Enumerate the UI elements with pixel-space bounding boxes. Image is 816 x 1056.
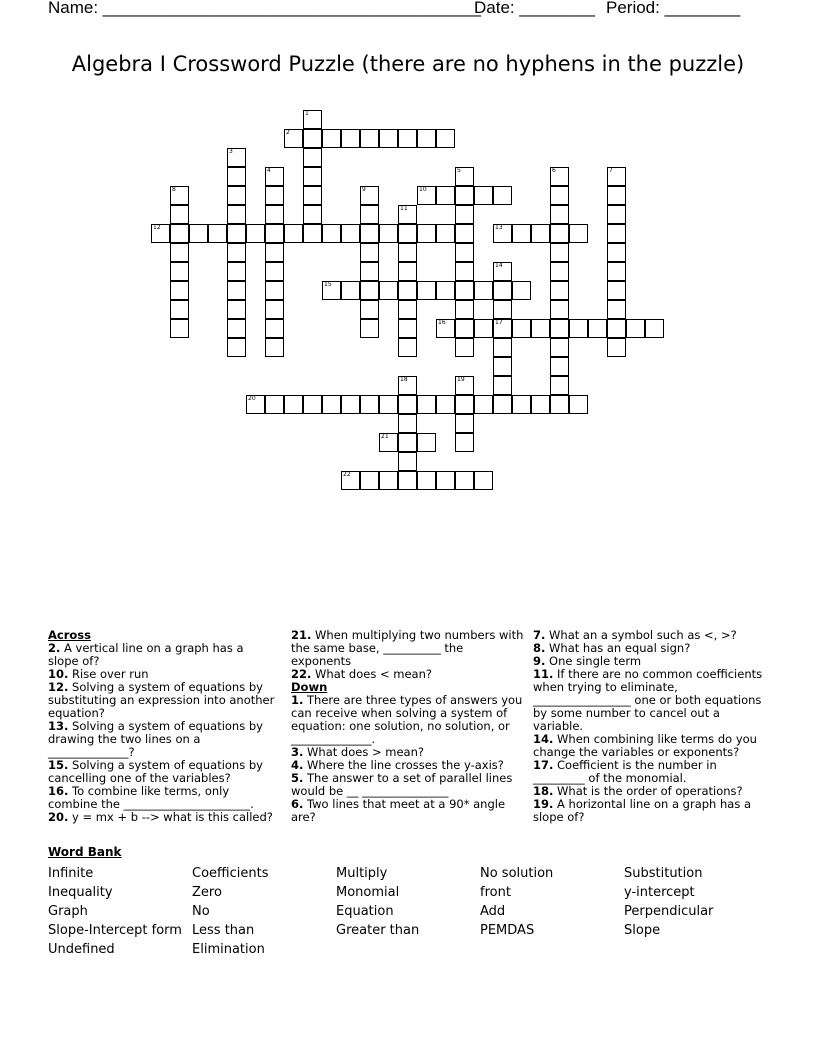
word-bank-entry: Equation [336, 904, 394, 919]
crossword-cell[interactable] [455, 281, 474, 300]
crossword-cell[interactable] [550, 357, 569, 376]
crossword-cell[interactable] [607, 205, 626, 224]
clue-number-label: 20. [48, 810, 69, 824]
clue-item [48, 681, 276, 720]
clue-text: Solving a system of equations by drawing the two lines on a ______________? [48, 719, 263, 759]
crossword-cell[interactable] [379, 471, 398, 490]
word-bank-column [336, 864, 419, 940]
crossword-cell[interactable] [360, 224, 379, 243]
crossword-cell[interactable] [265, 262, 284, 281]
crossword-cell[interactable] [227, 186, 246, 205]
clue-number: 5 [457, 167, 461, 174]
crossword-cell[interactable] [360, 319, 379, 338]
clue-text: When combining like terms do you change the variables or exponents? [533, 732, 757, 759]
crossword-cell[interactable] [455, 167, 474, 186]
crossword-cell[interactable] [455, 471, 474, 490]
clue-number-label: 7. [533, 628, 546, 642]
clue-number: 21 [381, 433, 389, 440]
down-heading: Down [291, 680, 328, 694]
crossword-cell[interactable] [360, 395, 379, 414]
clue-text: The answer to a set of parallel lines would be __ _______________ [291, 771, 513, 798]
crossword-cell[interactable] [360, 243, 379, 262]
crossword-cell[interactable] [398, 376, 417, 395]
crossword-cell[interactable] [398, 395, 417, 414]
crossword-cell[interactable] [550, 338, 569, 357]
clue-number-label: 12. [48, 680, 69, 694]
crossword-cell[interactable] [360, 471, 379, 490]
crossword-cell[interactable] [379, 224, 398, 243]
crossword-cell[interactable] [607, 319, 626, 338]
clue-number-label: 8. [533, 641, 546, 655]
crossword-cell[interactable] [341, 471, 360, 490]
crossword-cell[interactable] [455, 395, 474, 414]
clue-number: 10 [419, 186, 427, 193]
word-bank-entry: Elimination [192, 942, 265, 957]
crossword-cell[interactable] [227, 262, 246, 281]
word-bank-entry: front [480, 885, 511, 900]
clue-text: What does > mean? [303, 745, 424, 759]
crossword-cell[interactable] [303, 395, 322, 414]
crossword-cell[interactable] [341, 129, 360, 148]
crossword-cell[interactable] [493, 376, 512, 395]
crossword-cell[interactable] [493, 224, 512, 243]
crossword-cell[interactable] [398, 452, 417, 471]
crossword-cell[interactable] [265, 300, 284, 319]
name-field-label: Name: ________________________________________ [48, 0, 481, 17]
clue-number: 22 [343, 471, 351, 478]
crossword-cell[interactable] [550, 224, 569, 243]
clue-text: When multiplying two numbers with the same base, __________ the exponents [291, 628, 524, 668]
crossword-cell[interactable] [493, 319, 512, 338]
clue-number-label: 21. [291, 628, 312, 642]
crossword-cell[interactable] [550, 186, 569, 205]
crossword-cell[interactable] [170, 281, 189, 300]
word-bank-entry: Multiply [336, 866, 388, 881]
crossword-cell[interactable] [398, 243, 417, 262]
crossword-cell[interactable] [455, 262, 474, 281]
crossword-cell[interactable] [265, 167, 284, 186]
crossword-cell[interactable] [455, 338, 474, 357]
crossword-cell[interactable] [436, 186, 455, 205]
crossword-cell[interactable] [227, 243, 246, 262]
word-bank-entry: Substitution [624, 866, 703, 881]
clue-number-label: 22. [291, 667, 312, 681]
crossword-cell[interactable] [246, 395, 265, 414]
clue-number: 7 [609, 167, 613, 174]
clue-text: Solving a system of equations by substituting an expression into another equation? [48, 680, 275, 720]
clue-item [48, 785, 276, 811]
word-bank-entry: Coefficients [192, 866, 269, 881]
crossword-cell[interactable] [151, 224, 170, 243]
crossword-cell[interactable] [531, 224, 550, 243]
crossword-cell[interactable] [379, 129, 398, 148]
clue-text: One single term [545, 654, 642, 668]
crossword-cell[interactable] [227, 338, 246, 357]
crossword-cell[interactable] [265, 224, 284, 243]
crossword-cell[interactable] [455, 300, 474, 319]
clue-text: What an a symbol such as <, >? [545, 628, 737, 642]
crossword-cell[interactable] [607, 281, 626, 300]
crossword-cell[interactable] [227, 319, 246, 338]
crossword-cell[interactable] [455, 319, 474, 338]
crossword-cell[interactable] [398, 433, 417, 452]
clue-text: What has an equal sign? [545, 641, 691, 655]
crossword-cell[interactable] [341, 281, 360, 300]
clue-number: 20 [248, 395, 256, 402]
crossword-cell[interactable] [512, 395, 531, 414]
crossword-cell[interactable] [569, 224, 588, 243]
clues-column-3 [533, 629, 769, 824]
crossword-cell[interactable] [303, 205, 322, 224]
crossword-cell[interactable] [227, 167, 246, 186]
crossword-cell[interactable] [550, 243, 569, 262]
crossword-cell[interactable] [227, 205, 246, 224]
clue-number: 2 [286, 129, 290, 136]
across-clue-list-continued [291, 629, 527, 681]
crossword-cell[interactable] [455, 243, 474, 262]
crossword-cell[interactable] [170, 319, 189, 338]
crossword-cell[interactable] [607, 243, 626, 262]
clue-text: What is the order of operations? [553, 784, 743, 798]
crossword-cell[interactable] [265, 319, 284, 338]
crossword-cell[interactable] [512, 319, 531, 338]
crossword-cell[interactable] [455, 186, 474, 205]
crossword-cell[interactable] [398, 262, 417, 281]
crossword-cell[interactable] [417, 433, 436, 452]
crossword-cell[interactable] [455, 376, 474, 395]
crossword-cell[interactable] [284, 129, 303, 148]
clue-number-label: 6. [291, 797, 304, 811]
clue-number-label: 11. [533, 667, 554, 681]
clue-item [48, 759, 276, 785]
clue-item [291, 772, 527, 798]
crossword-cell[interactable] [322, 129, 341, 148]
clue-item [533, 668, 769, 733]
word-bank-entry: Add [480, 904, 506, 919]
crossword-cell[interactable] [322, 395, 341, 414]
crossword-cell[interactable] [189, 224, 208, 243]
crossword-cell[interactable] [360, 262, 379, 281]
crossword-cell[interactable] [360, 186, 379, 205]
crossword-cell[interactable] [398, 319, 417, 338]
word-bank-entry: Perpendicular [624, 904, 714, 919]
crossword-cell[interactable] [360, 281, 379, 300]
crossword-cell[interactable] [455, 414, 474, 433]
crossword-cell[interactable] [303, 148, 322, 167]
clue-number-label: 1. [291, 693, 304, 707]
clue-number: 13 [495, 224, 503, 231]
clue-number-label: 2. [48, 641, 61, 655]
crossword-cell[interactable] [379, 281, 398, 300]
crossword-cell[interactable] [265, 243, 284, 262]
crossword-cell[interactable] [246, 224, 265, 243]
clue-number: 17 [495, 319, 503, 326]
crossword-cell[interactable] [398, 205, 417, 224]
clue-number-label: 18. [533, 784, 554, 798]
crossword-cell[interactable] [170, 262, 189, 281]
date-field-label: Date: ________ [474, 0, 595, 17]
crossword-cell[interactable] [284, 224, 303, 243]
clue-item [533, 733, 769, 759]
crossword-cell[interactable] [550, 262, 569, 281]
crossword-cell[interactable] [455, 433, 474, 452]
crossword-cell[interactable] [417, 224, 436, 243]
clue-number: 18 [400, 376, 408, 383]
crossword-cell[interactable] [474, 395, 493, 414]
clue-text: There are three types of answers you can receive when solving a system of equation: one solution, no solution, or ______________. [291, 693, 523, 746]
crossword-cell[interactable] [455, 224, 474, 243]
crossword-cell[interactable] [303, 186, 322, 205]
crossword-cell[interactable] [474, 471, 493, 490]
clue-number: 1 [305, 110, 309, 117]
crossword-cell[interactable] [398, 224, 417, 243]
crossword-cell[interactable] [607, 300, 626, 319]
crossword-cell[interactable] [474, 281, 493, 300]
crossword-cell[interactable] [265, 338, 284, 357]
clue-text: A vertical line on a graph has a slope of? [48, 641, 244, 668]
crossword-cell[interactable] [170, 300, 189, 319]
clue-text: y = mx + b --> what is this called? [68, 810, 273, 824]
clue-number-label: 4. [291, 758, 304, 772]
clue-number: 9 [362, 186, 366, 193]
crossword-cell[interactable] [170, 186, 189, 205]
crossword-cell[interactable] [341, 224, 360, 243]
across-heading: Across [48, 628, 91, 642]
clue-text: If there are no common coefficients when trying to eliminate, _________________ one or both equations by some number to cancel out a variable. [533, 667, 763, 733]
crossword-cell[interactable] [417, 471, 436, 490]
clue-number-label: 13. [48, 719, 69, 733]
crossword-cell[interactable] [607, 167, 626, 186]
crossword-cell[interactable] [436, 471, 455, 490]
crossword-cell[interactable] [550, 300, 569, 319]
clue-text: Solving a system of equations by cancelling one of the variables? [48, 758, 263, 785]
crossword-cell[interactable] [303, 224, 322, 243]
crossword-cell[interactable] [512, 224, 531, 243]
crossword-cell[interactable] [398, 129, 417, 148]
crossword-cell[interactable] [379, 395, 398, 414]
clue-item [48, 720, 276, 759]
word-bank-entry: Undefined [48, 942, 115, 957]
clue-text: What does < mean? [311, 667, 432, 681]
word-bank-entry: y-intercept [624, 885, 695, 900]
crossword-cell[interactable] [512, 281, 531, 300]
word-bank-column [624, 864, 713, 940]
crossword-cell[interactable] [531, 395, 550, 414]
crossword-cell[interactable] [588, 319, 607, 338]
crossword-cell[interactable] [436, 281, 455, 300]
crossword-cell[interactable] [265, 205, 284, 224]
crossword-cell[interactable] [322, 224, 341, 243]
down-clue-list-continued [533, 629, 769, 824]
across-clue-list [48, 642, 276, 824]
word-bank-entry: Slope [624, 923, 661, 938]
clue-number: 19 [457, 376, 465, 383]
crossword-cell[interactable] [436, 129, 455, 148]
clue-number-label: 15. [48, 758, 69, 772]
crossword-cell[interactable] [569, 319, 588, 338]
crossword-cell[interactable] [550, 319, 569, 338]
down-clue-list [291, 694, 527, 824]
word-bank-entry: Graph [48, 904, 88, 919]
word-bank-heading: Word Bank [48, 845, 122, 859]
crossword-cell[interactable] [265, 395, 284, 414]
crossword-cell[interactable] [303, 167, 322, 186]
crossword-cell[interactable] [455, 205, 474, 224]
crossword-cell[interactable] [170, 243, 189, 262]
clue-number-label: 10. [48, 667, 69, 681]
crossword-cell[interactable] [417, 129, 436, 148]
crossword-cell[interactable] [493, 395, 512, 414]
crossword-cell[interactable] [417, 281, 436, 300]
crossword-cell[interactable] [417, 186, 436, 205]
clue-item [48, 811, 276, 824]
crossword-cell[interactable] [493, 186, 512, 205]
crossword-cell[interactable] [645, 319, 664, 338]
crossword-cell[interactable] [626, 319, 645, 338]
crossword-cell[interactable] [303, 110, 322, 129]
clue-item [533, 798, 769, 824]
word-bank-entry: No [192, 904, 210, 919]
clue-text: To combine like terms, only combine the ______________________. [48, 784, 254, 811]
crossword-cell[interactable] [493, 262, 512, 281]
crossword-cell[interactable] [227, 148, 246, 167]
crossword-cell[interactable] [550, 281, 569, 300]
clue-text: Two lines that meet at a 90* angle are? [291, 797, 506, 824]
clue-text: Rise over run [68, 667, 149, 681]
crossword-cell[interactable] [360, 129, 379, 148]
crossword-cell[interactable] [550, 205, 569, 224]
crossword-cell[interactable] [398, 414, 417, 433]
crossword-cell[interactable] [303, 129, 322, 148]
clues-column-1 [48, 629, 276, 824]
clue-number-label: 9. [533, 654, 546, 668]
crossword-cell[interactable] [493, 338, 512, 357]
crossword-cell[interactable] [436, 224, 455, 243]
clue-text: A horizontal line on a graph has a slope of? [533, 797, 752, 824]
crossword-cell[interactable] [436, 319, 455, 338]
word-bank-entry: Monomial [336, 885, 400, 900]
crossword-cell[interactable] [227, 281, 246, 300]
word-bank-column [480, 864, 553, 940]
crossword-cell[interactable] [284, 395, 303, 414]
clue-item [291, 629, 527, 668]
crossword-cell[interactable] [550, 395, 569, 414]
word-bank-entry: PEMDAS [480, 923, 535, 938]
clue-text: Where the line crosses the y-axis? [303, 758, 504, 772]
page-title: Algebra I Crossword Puzzle (there are no hyphens in the puzzle) [71, 52, 745, 76]
crossword-cell[interactable] [227, 300, 246, 319]
clue-number-label: 19. [533, 797, 554, 811]
crossword-cell[interactable] [569, 395, 588, 414]
period-field-label: Period: ________ [606, 0, 741, 17]
word-bank-column [48, 864, 182, 959]
crossword-cell[interactable] [208, 224, 227, 243]
word-bank-entry: Less than [192, 923, 255, 938]
word-bank-entry: Infinite [48, 866, 94, 881]
crossword-cell[interactable] [398, 281, 417, 300]
crossword-cell[interactable] [265, 281, 284, 300]
crossword-cell[interactable] [360, 300, 379, 319]
word-bank-column [192, 864, 268, 959]
clue-number: 6 [552, 167, 556, 174]
word-bank-entry: Inequality [48, 885, 113, 900]
clue-number: 12 [153, 224, 161, 231]
crossword-cell[interactable] [607, 224, 626, 243]
clue-item [291, 798, 527, 824]
crossword-cell[interactable] [170, 205, 189, 224]
crossword-cell[interactable] [607, 262, 626, 281]
crossword-cell[interactable] [398, 471, 417, 490]
clue-item [48, 642, 276, 668]
crossword-cell[interactable] [379, 433, 398, 452]
crossword-cell[interactable] [341, 395, 360, 414]
crossword-cell[interactable] [265, 186, 284, 205]
clue-number-label: 5. [291, 771, 304, 785]
crossword-cell[interactable] [493, 300, 512, 319]
clue-number: 8 [172, 186, 176, 193]
clue-number: 4 [267, 167, 271, 174]
clue-number-label: 14. [533, 732, 554, 746]
clue-number: 15 [324, 281, 332, 288]
clue-number-label: 16. [48, 784, 69, 798]
crossword-cell[interactable] [493, 281, 512, 300]
crossword-cell[interactable] [531, 319, 550, 338]
crossword-grid [0, 0, 816, 520]
word-bank-entry: Zero [192, 885, 222, 900]
word-bank-entry: No solution [480, 866, 554, 881]
word-bank-entry: Greater than [336, 923, 420, 938]
crossword-cell[interactable] [607, 186, 626, 205]
crossword-cell[interactable] [398, 300, 417, 319]
crossword-cell[interactable] [474, 319, 493, 338]
clues-column-2 [291, 629, 527, 824]
crossword-cell[interactable] [360, 205, 379, 224]
clue-item [291, 694, 527, 746]
crossword-cell[interactable] [550, 167, 569, 186]
crossword-cell[interactable] [607, 338, 626, 357]
crossword-cell[interactable] [322, 281, 341, 300]
crossword-cell[interactable] [550, 376, 569, 395]
crossword-cell[interactable] [170, 224, 189, 243]
crossword-cell[interactable] [227, 224, 246, 243]
word-bank-entry: Slope-Intercept form [48, 923, 182, 938]
crossword-cell[interactable] [417, 395, 436, 414]
clue-number: 11 [400, 205, 408, 212]
crossword-cell[interactable] [474, 186, 493, 205]
clue-number-label: 3. [291, 745, 304, 759]
clue-number: 3 [229, 148, 233, 155]
crossword-cell[interactable] [398, 338, 417, 357]
clue-number-label: 17. [533, 758, 554, 772]
crossword-cell[interactable] [493, 357, 512, 376]
clue-text: Coefficient is the number in _________ of the monomial. [533, 758, 717, 785]
crossword-cell[interactable] [436, 395, 455, 414]
clue-number: 14 [495, 262, 503, 269]
clue-number: 16 [438, 319, 446, 326]
clue-item [533, 759, 769, 785]
